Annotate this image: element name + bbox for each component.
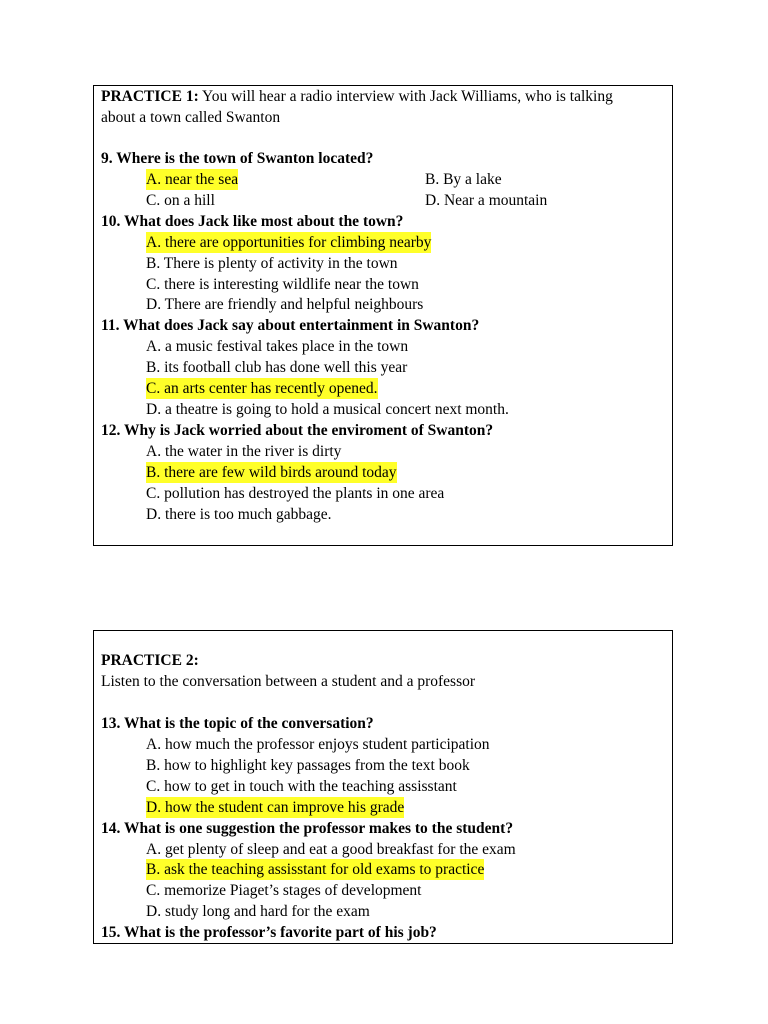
question-11: 11. What does Jack say about entertainment in Swanton? — [101, 317, 480, 334]
question-9: 9. Where is the town of Swanton located? — [101, 150, 374, 167]
option-12b: B. there are few wild birds around today — [146, 464, 397, 481]
option-13c: C. how to get in touch with the teaching assisstant — [146, 778, 457, 795]
practice-2-box — [93, 630, 673, 944]
option-11b: B. its football club has done well this year — [146, 359, 408, 376]
question-14: 14. What is one suggestion the professor makes to the student? — [101, 820, 514, 837]
option-14d: D. study long and hard for the exam — [146, 903, 370, 920]
practice-1-heading: PRACTICE 1: — [101, 88, 199, 105]
option-12d: D. there is too much gabbage. — [146, 506, 332, 523]
option-10a: A. there are opportunities for climbing nearby — [146, 234, 432, 251]
practice-1-intro-line2: about a town called Swanton — [101, 109, 281, 126]
option-9d: D. Near a mountain — [425, 192, 548, 209]
option-10d: D. There are friendly and helpful neighbours — [146, 296, 424, 313]
practice-2-heading: PRACTICE 2: — [101, 652, 199, 669]
option-10c: C. there is interesting wildlife near the town — [146, 276, 419, 293]
question-15: 15. What is the professor’s favorite part of his job? — [101, 924, 437, 941]
question-10: 10. What does Jack like most about the town? — [101, 213, 404, 230]
practice-1-intro-line1 — [101, 86, 613, 107]
option-14c: C. memorize Piaget’s stages of development — [146, 882, 422, 899]
question-12: 12. Why is Jack worried about the enviroment of Swanton? — [101, 422, 494, 439]
option-11a: A. a music festival takes place in the town — [146, 338, 409, 355]
question-13: 13. What is the topic of the conversation? — [101, 715, 374, 732]
option-13a: A. how much the professor enjoys student participation — [146, 736, 490, 753]
option-14a: A. get plenty of sleep and eat a good breakfast for the exam — [146, 841, 516, 858]
option-9c: C. on a hill — [146, 192, 215, 209]
option-12a: A. the water in the river is dirty — [146, 443, 342, 460]
option-14b: B. ask the teaching assisstant for old exams to practice — [146, 861, 485, 878]
option-11d: D. a theatre is going to hold a musical concert next month. — [146, 401, 509, 418]
practice-1-box — [93, 85, 673, 546]
option-10b: B. There is plenty of activity in the town — [146, 255, 398, 272]
practice-1-intro-text: You will hear a radio interview with Jack Williams, who is talking — [198, 88, 613, 105]
option-13d: D. how the student can improve his grade — [146, 799, 405, 816]
option-12c: C. pollution has destroyed the plants in one area — [146, 485, 445, 502]
option-9a: A. near the sea — [146, 171, 239, 188]
option-13b: B. how to highlight key passages from the text book — [146, 757, 470, 774]
option-11c: C. an arts center has recently opened. — [146, 380, 378, 397]
option-9b: B. By a lake — [425, 171, 502, 188]
practice-2-intro: Listen to the conversation between a student and a professor — [101, 673, 476, 690]
